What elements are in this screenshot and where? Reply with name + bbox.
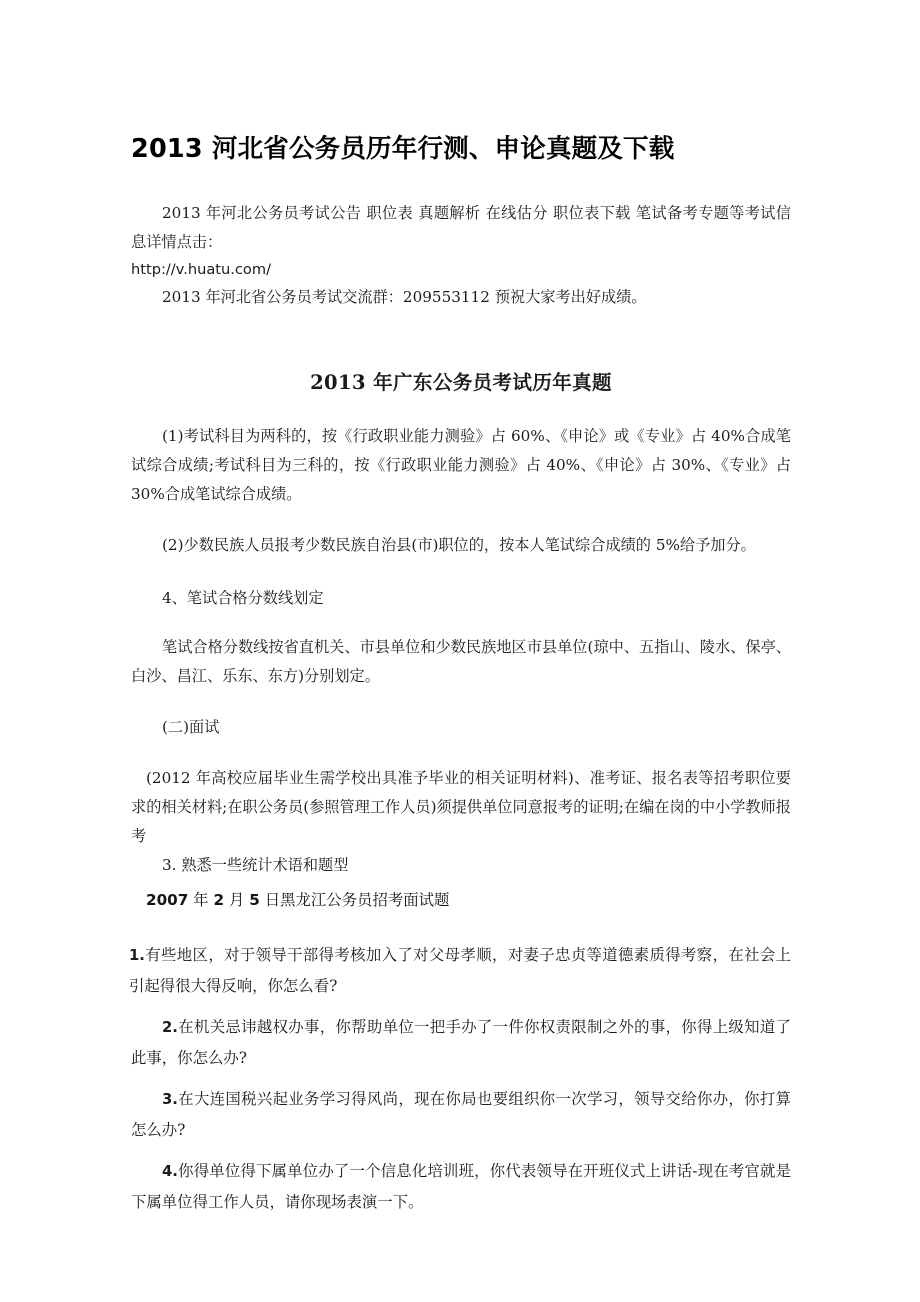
source-url: http://v.huatu.com/ (131, 260, 271, 278)
exam-year-suffix: 年 (188, 891, 214, 910)
question-text: 在机关忌讳越权办事，你帮助单位一把手办了一件你权责限制之外的事，你得上级知道了此事，你怎么办? (131, 1018, 791, 1068)
intro-line-1: 2013 年河北公务员考试公告 职位表 真题解析 在线估分 职位表下载 笔试备考专题等考试信息详情点击： (131, 203, 791, 251)
document-content (131, 0, 791, 1218)
page-title: 2013 河北省公务员历年行测、申论真题及下载 (131, 134, 675, 164)
spacer (131, 691, 791, 713)
spacer (131, 560, 791, 584)
question-number: 4. (162, 1163, 178, 1181)
spacer (131, 166, 791, 180)
question-item-3 (131, 1084, 791, 1146)
exam-month-suffix: 月 (224, 891, 250, 910)
spacer (131, 509, 791, 531)
question-item-4 (131, 1156, 791, 1218)
paragraph-item-4-body: 笔试合格分数线按省直机关、市县单位和少数民族地区市县单位(琼中、五指山、陵水、保亭、白沙、昌江、乐东、东方)分别划定。 (131, 638, 791, 686)
spacer (131, 1074, 791, 1084)
question-number: 1. (129, 947, 145, 965)
question-text: 你得单位得下属单位办了一个信息化培训班，你代表领导在开班仪式上讲话-现在考官就是下属单位得工作人员，请你现场表演一下。 (131, 1162, 791, 1212)
exam-year: 2007 (146, 891, 189, 910)
exam-date-tail: 日黑龙江公务员招考面试题 (259, 891, 450, 910)
spacer (131, 1146, 791, 1156)
question-item-1 (129, 940, 791, 1002)
section-heading: 2013 年广东公务员考试历年真题 (310, 370, 612, 394)
spacer (131, 396, 791, 422)
exam-date-line (131, 886, 791, 914)
exam-day: 5 (249, 891, 260, 910)
exam-month: 2 (213, 891, 225, 910)
question-text: 有些地区，对于领导干部得考核加入了对父母孝顺，对妻子忠贞等道德素质得考察，在社会上引起得很大得反响，你怎么看? (129, 946, 791, 996)
question-number: 2. (162, 1019, 178, 1037)
spacer (131, 742, 791, 764)
question-text: 在大连国税兴起业务学习得风尚，现在你局也要组织你一次学习，领导交给你办，你打算怎么办? (131, 1090, 791, 1140)
paragraph-item-1: (1)考试科目为两科的，按《行政职业能力测验》占 60%、《申论》或《专业》占 40%合成笔试综合成绩;考试科目为三科的，按《行政职业能力测验》占 40%、《申论》占 30%、《专业》占 30%合成笔试综合成绩。 (131, 427, 791, 504)
paragraph-item-3-stats: 3. 熟悉一些统计术语和题型 (162, 856, 349, 875)
paragraph-section-2-body: (2012 年高校应届毕业生需学校出具准予毕业的相关证明材料)、准考证、报名表等招考职位要求的相关材料;在职公务员(参照管理工作人员)须提供单位同意报考的证明;在编在岗的中小学教师报考 (131, 769, 791, 846)
intro-line-2: 2013 年河北省公务员考试交流群：209553112 预祝大家考出好成绩。 (162, 287, 647, 306)
spacer (131, 1002, 791, 1012)
question-number: 3. (162, 1091, 178, 1109)
heading-item-4: 4、笔试合格分数线划定 (162, 589, 324, 608)
spacer (131, 613, 791, 633)
question-item-2 (131, 1012, 791, 1074)
heading-section-2: (二)面试 (162, 718, 220, 737)
paragraph-item-2: (2)少数民族人员报考少数民族自治县(市)职位的，按本人笔试综合成绩的 5%给予加分。 (162, 536, 756, 555)
spacer (131, 914, 791, 940)
